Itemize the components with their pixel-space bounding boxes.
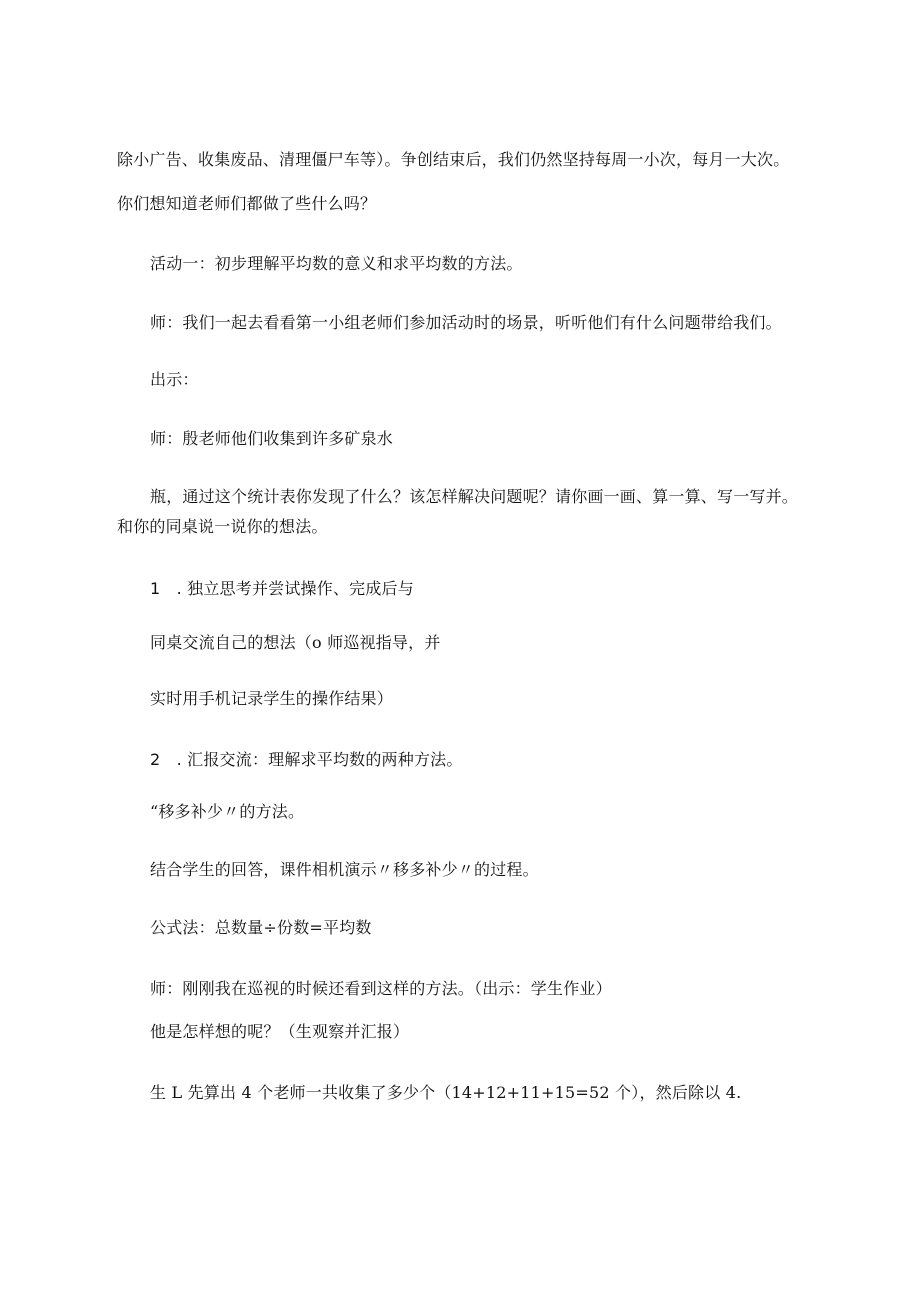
- paragraph-line: 公式法：总数量÷份数=平均数: [150, 918, 372, 937]
- paragraph-line: 瓶，通过这个统计表你发现了什么？该怎样解决问题呢？请你画一画、算一算、写一写并。: [150, 487, 799, 506]
- paragraph-line: 结合学生的回答，课件相机演示〃移多补少〃的过程。: [150, 860, 539, 879]
- paragraph-line: 你们想知道老师们都做了些什么吗？: [117, 194, 377, 213]
- paragraph-line: 师：殷老师他们收集到许多矿泉水: [150, 429, 394, 448]
- paragraph-line: “移多补少〃的方法。: [150, 802, 305, 821]
- paragraph-line: 和你的同桌说一说你的想法。: [117, 517, 328, 536]
- paragraph-line: 实时用手机记录学生的操作结果）: [150, 689, 394, 708]
- paragraph-line: 他是怎样想的呢？（生观察并汇报）: [150, 1022, 410, 1041]
- list-item: 2 . 汇报交流：理解求平均数的两种方法。: [150, 750, 463, 769]
- paragraph-line: 生 L 先算出 4 个老师一共收集了多少个（14+12+11+15=52 个），然后除以 4.: [150, 1083, 742, 1102]
- paragraph-line: 师：我们一起去看看第一小组老师们参加活动时的场景，听听他们有什么问题带给我们。: [150, 313, 782, 332]
- paragraph-line: 师：刚刚我在巡视的时候还看到这样的方法。（出示：学生作业）: [150, 979, 612, 998]
- section-heading: 活动一：初步理解平均数的意义和求平均数的方法。: [150, 254, 523, 273]
- paragraph-line: 出示：: [150, 370, 199, 389]
- paragraph-line: 同桌交流自己的想法（o 师巡视指导，并: [150, 633, 441, 652]
- list-item: 1 . 独立思考并尝试操作、完成后与: [150, 579, 414, 598]
- paragraph-line: 除小广告、收集废品、清理僵尸车等）。争创结束后，我们仍然坚持每周一小次，每月一大次。: [117, 150, 790, 169]
